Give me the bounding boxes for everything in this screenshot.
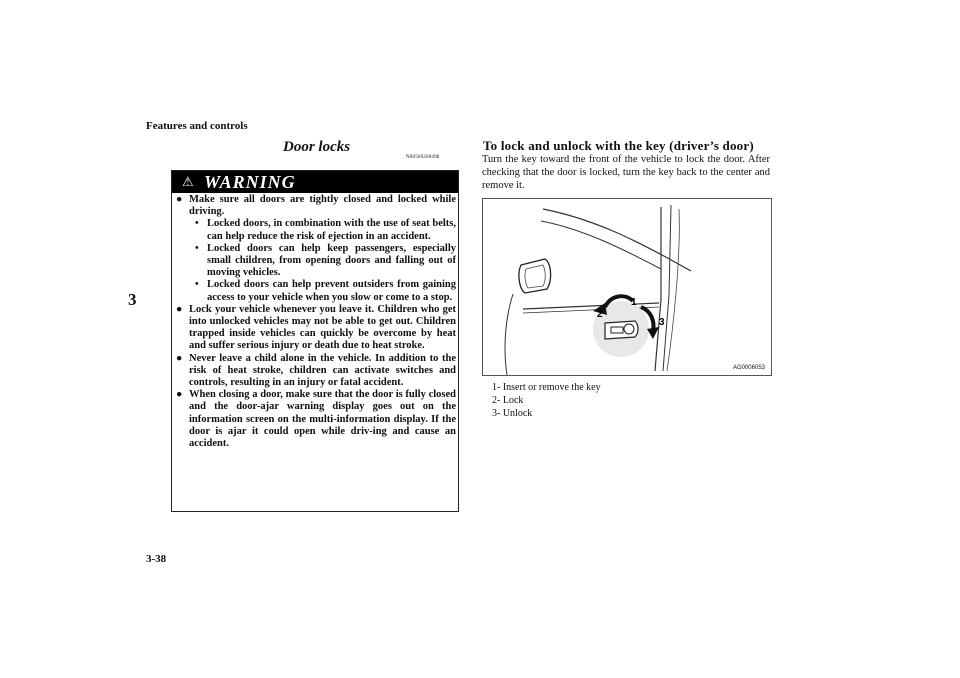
warning-triangle-icon: ⚠	[182, 174, 194, 189]
caption-item: 1- Insert or remove the key	[492, 382, 601, 393]
bullet-icon: ●	[176, 389, 183, 401]
warning-subitem	[189, 218, 456, 242]
warning-subitem	[189, 243, 456, 280]
warning-item-text: Make sure all doors are tightly closed and locked while driving.	[189, 194, 456, 218]
figure-label-2: 2	[597, 309, 603, 320]
warning-subitem-text: Locked doors can help prevent outsiders from gaining access to your vehicle when you slow or come to a stop.	[207, 279, 456, 303]
bullet-icon: ●	[176, 194, 183, 205]
warning-subitem	[189, 279, 456, 303]
warning-list	[176, 194, 456, 450]
subsection-title: To lock and unlock with the key (driver’s door)	[483, 138, 754, 153]
warning-item-text: Never leave a child alone in the vehicle. In addition to the risk of heat stroke, children can activate switches and controls, resulting in an injury or fatal accident.	[189, 352, 456, 389]
figure-label-3: 3	[659, 317, 665, 328]
warning-item	[176, 353, 456, 390]
warning-box	[171, 170, 459, 512]
running-header: Features and controls	[146, 120, 248, 132]
section-code: N00509200498	[406, 155, 440, 160]
chapter-tab: 3	[128, 290, 137, 309]
bullet-icon: ●	[176, 303, 183, 315]
figure-captions	[492, 382, 601, 420]
bullet-icon: ●	[176, 352, 183, 364]
warning-subitem-text: Locked doors, in combination with the use of seat belts, can help reduce the risk of ejection in an accident.	[207, 218, 456, 242]
caption-item: 3- Unlock	[492, 407, 533, 419]
warning-title: WARNING	[204, 172, 296, 192]
warning-item	[176, 194, 456, 304]
page-number: 3-38	[146, 553, 167, 565]
warning-header	[172, 171, 458, 193]
section-title: Door locks	[283, 139, 351, 155]
figure-label-1: 1	[631, 297, 637, 308]
caption-item: 2- Lock	[492, 394, 524, 406]
warning-item	[176, 389, 456, 450]
bullet-icon: •	[195, 279, 199, 291]
bullet-icon: •	[195, 242, 199, 254]
bullet-icon: •	[195, 218, 199, 230]
door-key-illustration	[483, 199, 772, 376]
figure-code: AG0006053	[732, 365, 765, 371]
warning-item	[176, 304, 456, 353]
warning-subitem-text: Locked doors can help keep passengers, especially small children, from opening doors and falling out of moving vehicles.	[207, 242, 456, 279]
door-lock-figure	[482, 198, 772, 376]
warning-item-text: When closing a door, make sure that the door is fully closed and the door-ajar warning display goes out on the information screen on the multi-information display. If the door is ajar it could open while driv-ing and cause an accident.	[189, 389, 456, 450]
body-text: Turn the key toward the front of the vehicle to lock the door. After checking that the door is locked, turn the key back to the center and remove it.	[482, 154, 770, 191]
warning-item-text: Lock your vehicle whenever you leave it. Children who get into unlocked vehicles may not be able to get out. Children trapped inside vehicles can quickly be overcome by heat and suffer serious injury or death due to heat stroke.	[189, 303, 456, 352]
